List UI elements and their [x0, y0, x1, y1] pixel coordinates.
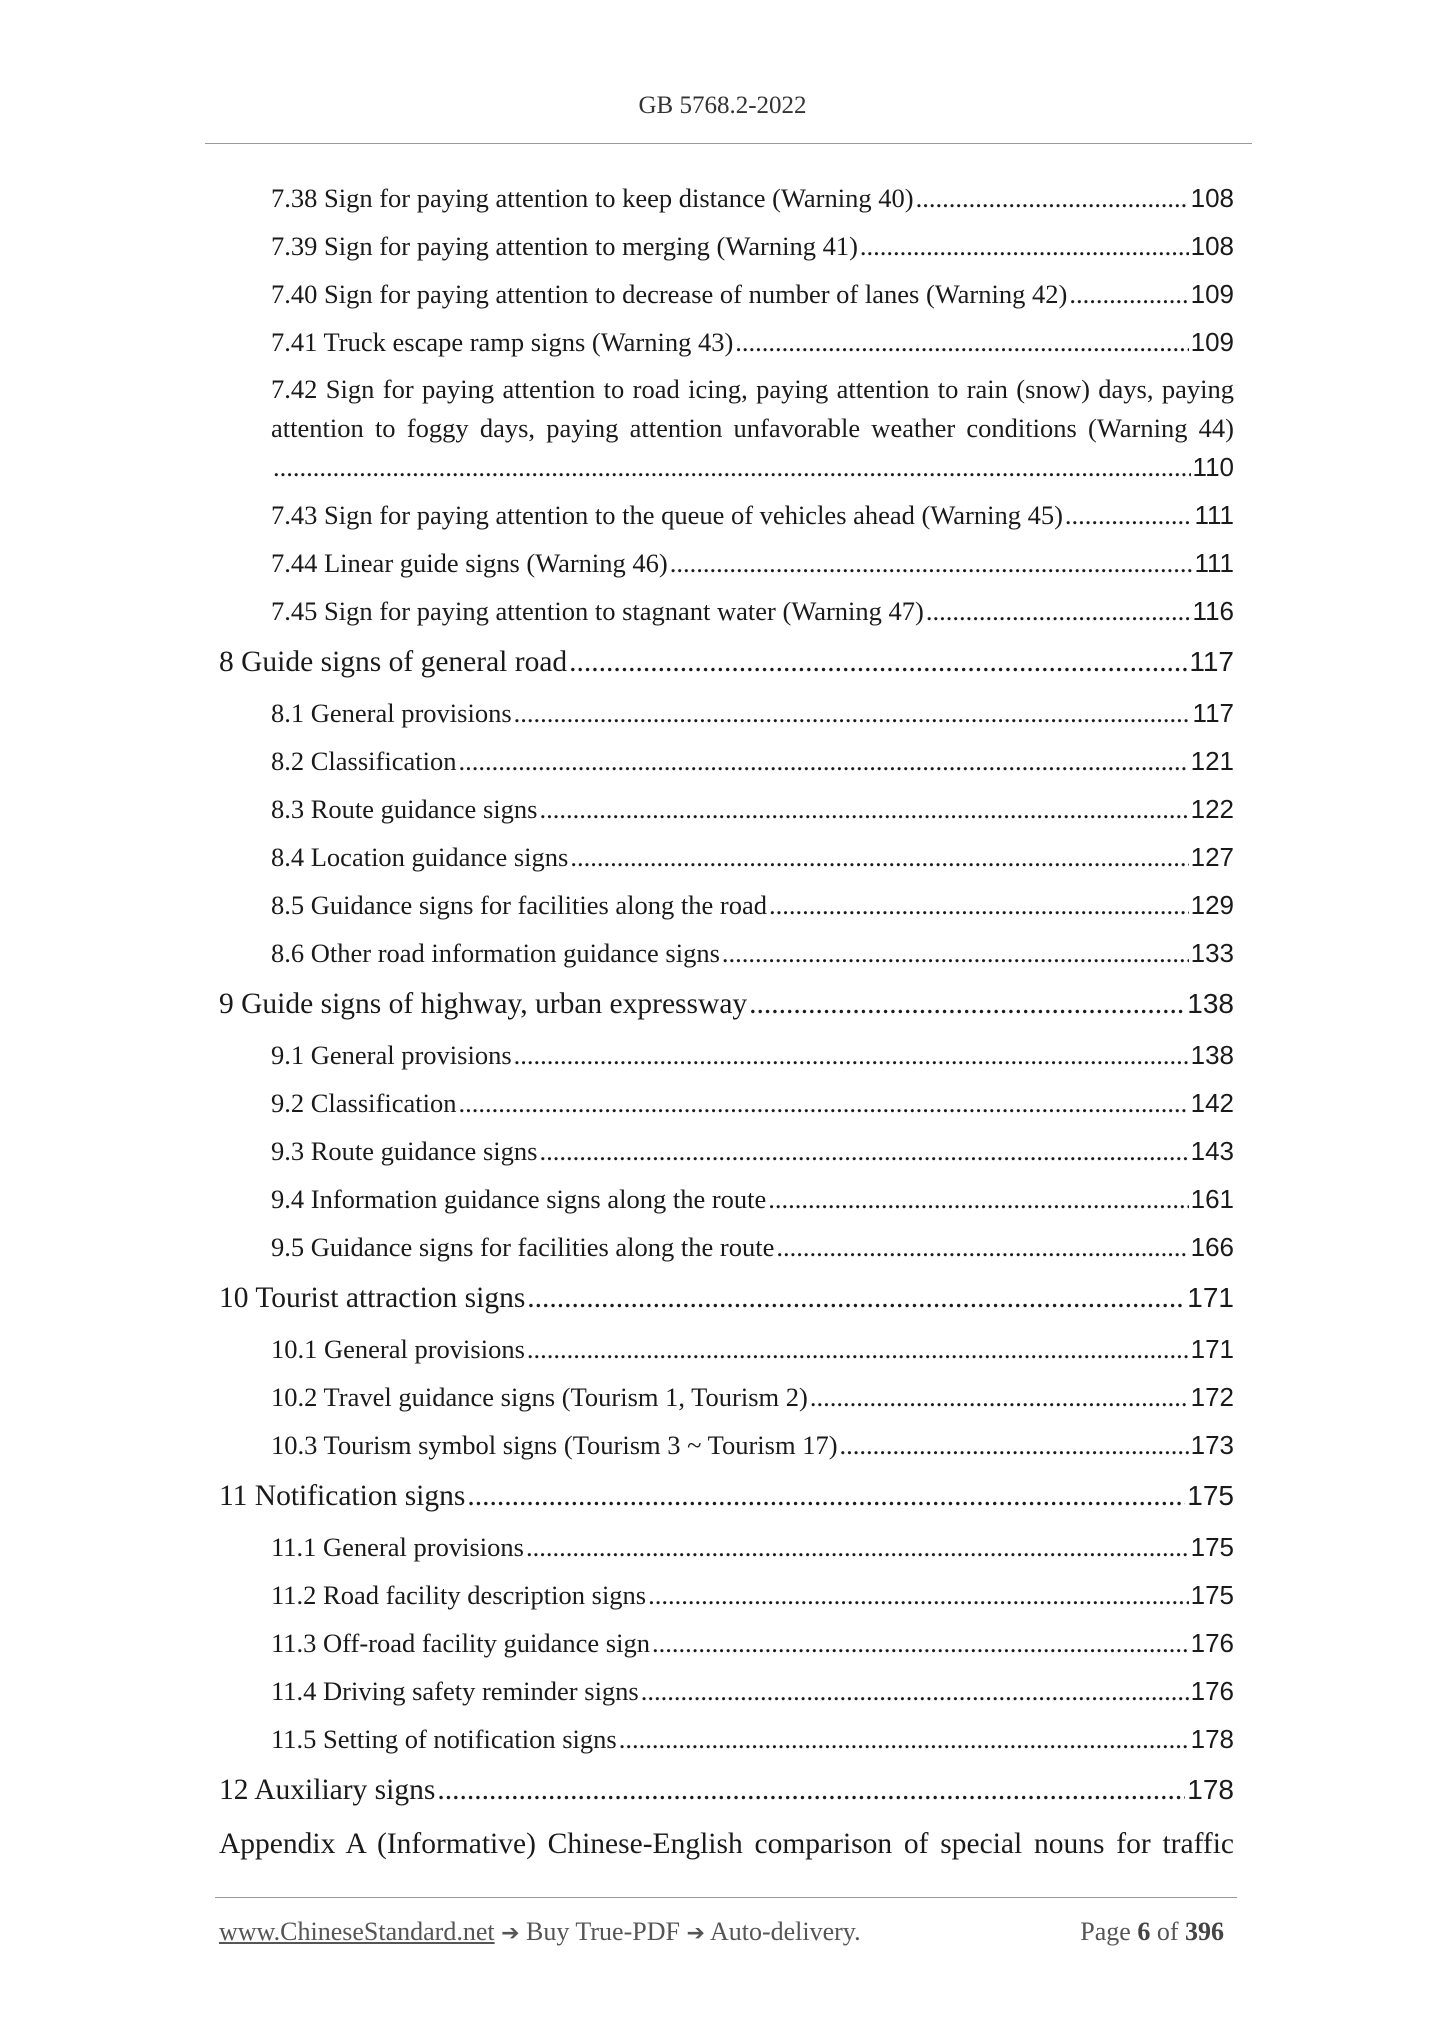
page-number [1080, 1917, 1224, 1947]
toc-entry-title: 11.2 Road facility description signs [271, 1580, 647, 1610]
toc-entry-title: 10.2 Travel guidance signs (Tourism 1, Tourism 2) [271, 1382, 808, 1412]
arrow-right-icon: ➔ [501, 1921, 520, 1946]
toc-entry[interactable] [219, 1421, 1234, 1469]
toc-entry[interactable] [219, 1325, 1234, 1373]
toc-leader-dots [514, 1031, 1189, 1079]
toc-entry[interactable] [219, 1127, 1234, 1175]
toc-entry-page: 138 [1187, 988, 1234, 1019]
table-of-contents [219, 174, 1234, 1871]
buy-true-pdf-text: Buy True-PDF [526, 1917, 680, 1946]
toc-entry-page: 161 [1190, 1184, 1234, 1214]
toc-entry-page: 117 [1189, 646, 1234, 677]
toc-entry-page: 138 [1190, 1040, 1234, 1070]
toc-entry-page: 117 [1192, 698, 1234, 728]
header-divider [205, 143, 1252, 144]
toc-leader-dots [527, 1325, 1189, 1373]
toc-entry[interactable] [219, 222, 1234, 270]
toc-leader-dots [539, 1127, 1188, 1175]
toc-entry-title: 11 Notification signs [219, 1480, 466, 1512]
toc-entry-title: 12 Auxiliary signs [219, 1774, 436, 1806]
page-word: Page [1080, 1917, 1131, 1946]
toc-entry-title: 10.1 General provisions [271, 1334, 525, 1364]
toc-entry-page: 175 [1190, 1532, 1234, 1562]
toc-entry-title: 8.4 Location guidance signs [271, 842, 569, 872]
toc-entry-title: 8.1 General provisions [271, 698, 512, 728]
toc-entry-title: 9.3 Route guidance signs [271, 1136, 538, 1166]
toc-entry-page: 143 [1190, 1136, 1234, 1166]
toc-entry-title: 7.41 Truck escape ramp signs (Warning 43) [271, 327, 734, 357]
toc-leader-dots [648, 1571, 1188, 1619]
toc-leader-dots [569, 635, 1187, 689]
toc-entry-title: 11.5 Setting of notification signs [271, 1724, 617, 1754]
toc-leader-dots [926, 587, 1191, 635]
toc-entry-title: 11.3 Off-road facility guidance sign [271, 1628, 650, 1658]
toc-entry[interactable] [219, 318, 1234, 366]
toc-entry-page: 176 [1190, 1676, 1234, 1706]
toc-leader-dots [527, 1271, 1185, 1325]
footer-divider [215, 1897, 1237, 1898]
toc-leader-dots [1069, 270, 1188, 318]
toc-entry-title: 9 Guide signs of highway, urban expressway [219, 988, 748, 1020]
toc-entry-page: 142 [1190, 1088, 1234, 1118]
toc-leader-dots [810, 1373, 1189, 1421]
toc-entry-page: 178 [1190, 1724, 1234, 1754]
page-total: 396 [1185, 1917, 1224, 1946]
toc-entry-page: 172 [1190, 1382, 1234, 1412]
page-of-word: of [1156, 1917, 1179, 1946]
toc-entry[interactable] [219, 833, 1234, 881]
toc-entry[interactable] [219, 737, 1234, 785]
auto-delivery-text: Auto-delivery. [709, 1917, 861, 1946]
toc-entry-title: 7.38 Sign for paying attention to keep distance (Warning 40) [271, 183, 914, 213]
toc-entry[interactable] [219, 174, 1234, 222]
toc-chapter-entry[interactable] [219, 1271, 1234, 1325]
toc-entry[interactable] [219, 785, 1234, 833]
toc-entry-title-line2: attention to foggy days, paying attention unfavorable weather conditions (Warning 44) [271, 413, 1234, 443]
toc-leader-dots [539, 785, 1188, 833]
toc-leader-dots [652, 1619, 1189, 1667]
toc-entry-page: 178 [1187, 1774, 1234, 1805]
toc-leader-dots [735, 318, 1188, 366]
toc-leader-dots [458, 1079, 1188, 1127]
toc-leader-dots [437, 1763, 1185, 1817]
toc-entry-title: 8.6 Other road information guidance signs [271, 938, 720, 968]
toc-entry-page: 111 [1194, 500, 1234, 530]
site-link[interactable]: www.ChineseStandard.net [219, 1917, 495, 1946]
toc-leader-dots [769, 881, 1189, 929]
toc-leader-dots [916, 174, 1189, 222]
toc-entry[interactable] [219, 539, 1234, 587]
toc-entry[interactable] [219, 1223, 1234, 1271]
toc-entry-title: 7.39 Sign for paying attention to merging (Warning 41) [271, 231, 858, 261]
toc-leader-dots [840, 1421, 1189, 1469]
toc-chapter-entry[interactable] [219, 1469, 1234, 1523]
toc-entry-page: 111 [1194, 548, 1234, 578]
toc-entry-title: 8.5 Guidance signs for facilities along the road [271, 890, 767, 920]
toc-entry-title: 7.45 Sign for paying attention to stagnant water (Warning 47) [271, 596, 924, 626]
toc-entry-page: 129 [1190, 890, 1234, 920]
toc-entry-page: 173 [1190, 1430, 1234, 1460]
toc-leader-dots [768, 1175, 1188, 1223]
toc-entry-title: 11.1 General provisions [271, 1532, 524, 1562]
footer-promo [219, 1917, 861, 1947]
toc-chapter-entry[interactable] [219, 635, 1234, 689]
toc-leader-dots [526, 1523, 1189, 1571]
toc-entry[interactable] [219, 929, 1234, 977]
toc-entry-page: 116 [1192, 596, 1234, 626]
toc-entry[interactable] [219, 1667, 1234, 1715]
toc-entry-title: 8.3 Route guidance signs [271, 794, 538, 824]
toc-entry-title: 9.1 General provisions [271, 1040, 512, 1070]
toc-leader-dots [860, 222, 1189, 270]
toc-entry-title: 11.4 Driving safety reminder signs [271, 1676, 639, 1706]
toc-entry-page: 109 [1190, 327, 1234, 357]
toc-leader-dots [722, 929, 1189, 977]
toc-chapter-entry[interactable] [219, 977, 1234, 1031]
toc-leader-dots [641, 1667, 1189, 1715]
toc-entry[interactable] [219, 270, 1234, 318]
toc-leader-dots [1065, 491, 1193, 539]
toc-entry-title-line1: 7.42 Sign for paying attention to road icing, paying attention to rain (snow) days, paying [271, 374, 1234, 404]
toc-entry-page: 122 [1190, 794, 1234, 824]
toc-entry-page: 175 [1190, 1580, 1234, 1610]
toc-entry[interactable] [219, 1031, 1234, 1079]
arrow-right-icon: ➔ [686, 1921, 705, 1946]
toc-entry-title: 10 Tourist attraction signs [219, 1282, 526, 1314]
page-current: 6 [1137, 1917, 1151, 1946]
toc-entry[interactable] [219, 491, 1234, 539]
toc-entry-title: 9.5 Guidance signs for facilities along the route [271, 1232, 775, 1262]
toc-leader-dots [514, 689, 1191, 737]
toc-leader-dots [670, 539, 1193, 587]
toc-entry-page: 109 [1190, 279, 1234, 309]
toc-entry[interactable] [219, 1373, 1234, 1421]
toc-leader-dots [458, 737, 1188, 785]
toc-entry-title: 8.2 Classification [271, 746, 457, 776]
toc-entry-title: 7.44 Linear guide signs (Warning 46) [271, 548, 668, 578]
toc-entry-page: 166 [1190, 1232, 1234, 1262]
toc-entry[interactable] [219, 1175, 1234, 1223]
toc-entry-page: 176 [1190, 1628, 1234, 1658]
toc-entry-title: 10.3 Tourism symbol signs (Tourism 3 ~ Tourism 17) [271, 1430, 838, 1460]
toc-leader-dots [467, 1469, 1185, 1523]
toc-entry-title: 7.43 Sign for paying attention to the queue of vehicles ahead (Warning 45) [271, 500, 1063, 530]
toc-entry-page: 133 [1190, 938, 1234, 968]
toc-entry-appendix-a[interactable]: Appendix A (Informative) Chinese-English comparison of special nouns for traffic [219, 1828, 1234, 1860]
toc-entry[interactable] [219, 1079, 1234, 1127]
toc-entry-page: 175 [1187, 1480, 1234, 1511]
toc-leader-dots [570, 833, 1188, 881]
toc-leader-dots [749, 977, 1185, 1031]
toc-entry[interactable] [219, 1619, 1234, 1667]
toc-entry[interactable] [219, 1523, 1234, 1571]
toc-entry[interactable] [219, 689, 1234, 737]
toc-entry-7-42[interactable] [219, 366, 1234, 491]
toc-entry-page: 127 [1190, 842, 1234, 872]
toc-entry[interactable] [219, 587, 1234, 635]
toc-entry-title: 9.4 Information guidance signs along the route [271, 1184, 767, 1214]
toc-entry-page: 171 [1187, 1282, 1234, 1313]
toc-entry-title: 9.2 Classification [271, 1088, 457, 1118]
toc-chapter-entry[interactable] [219, 1763, 1234, 1817]
toc-entry-page: 108 [1190, 231, 1234, 261]
page-footer [219, 1917, 1224, 1947]
toc-leader-dots [619, 1715, 1189, 1763]
toc-entry-title: 8 Guide signs of general road [219, 646, 568, 678]
toc-entry[interactable] [219, 1571, 1234, 1619]
toc-entry[interactable] [219, 1715, 1234, 1763]
toc-leader-dots [776, 1223, 1188, 1271]
running-header: GB 5768.2-2022 [638, 92, 807, 119]
toc-entry[interactable] [219, 881, 1234, 929]
toc-leader-dots [273, 448, 1191, 487]
toc-entry-page: 171 [1190, 1334, 1234, 1364]
toc-entry-page: 108 [1190, 183, 1234, 213]
toc-entry-page: 110 [1192, 452, 1234, 482]
toc-entry-title: 7.40 Sign for paying attention to decrease of number of lanes (Warning 42) [271, 279, 1068, 309]
toc-entry-page: 121 [1190, 746, 1234, 776]
